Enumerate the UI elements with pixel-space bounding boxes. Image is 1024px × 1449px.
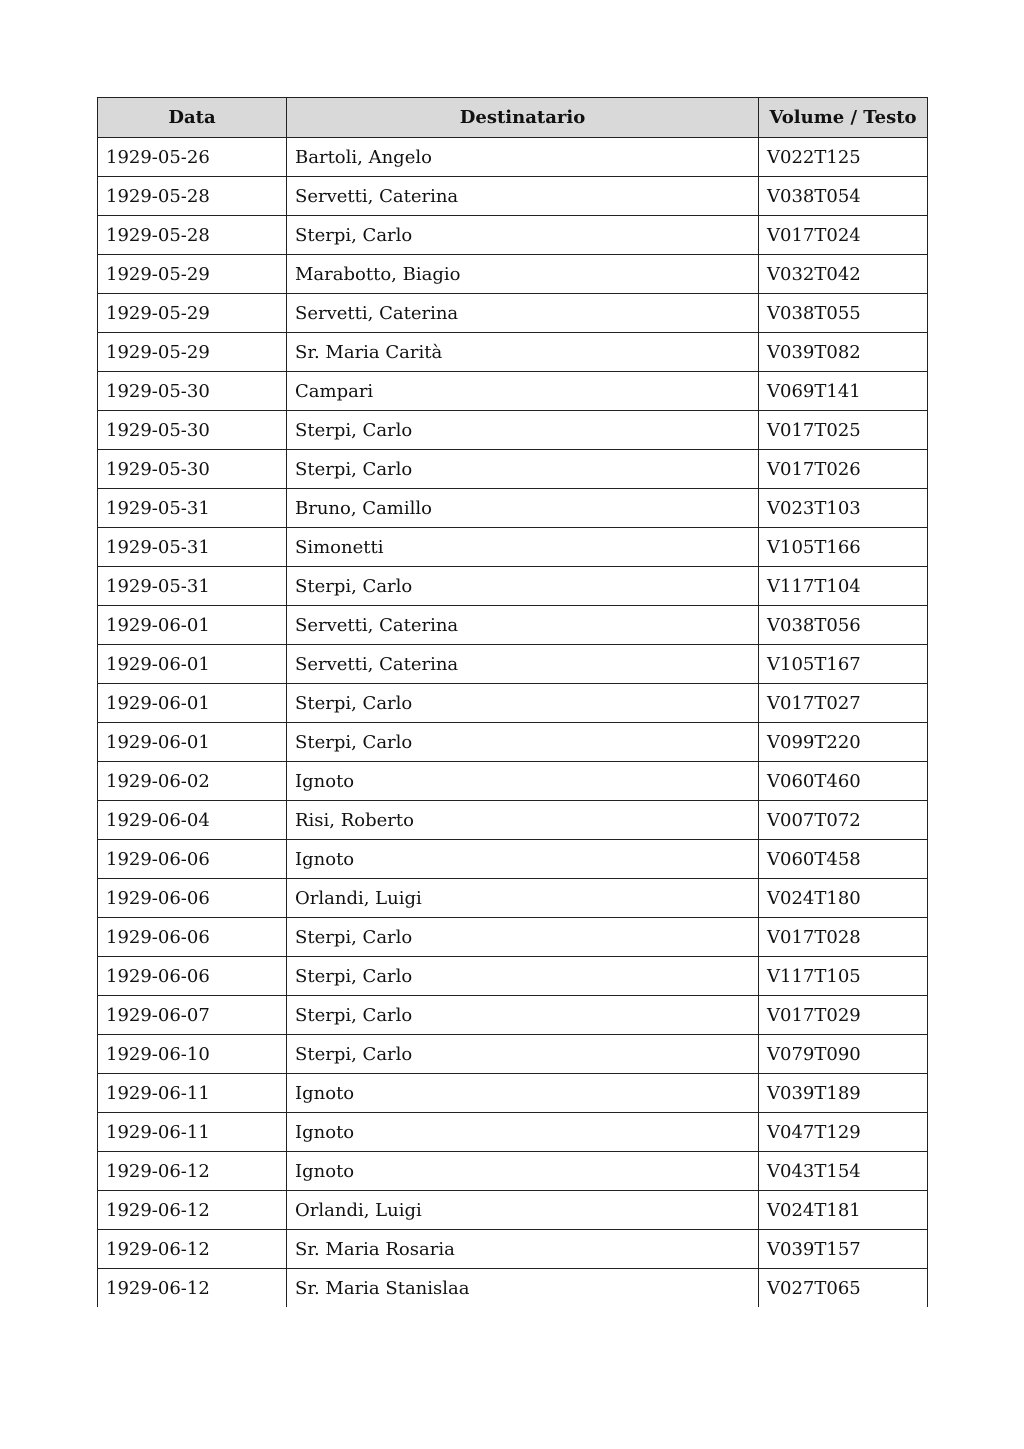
volume-cell: V105T166 — [759, 528, 928, 567]
recipient-cell: Ignoto — [287, 840, 759, 879]
table-row — [98, 801, 928, 840]
table-row — [98, 1035, 928, 1074]
volume-cell: V038T055 — [759, 294, 928, 333]
date-cell: 1929-06-12 — [98, 1191, 287, 1230]
recipient-cell: Sterpi, Carlo — [287, 957, 759, 996]
date-cell: 1929-06-10 — [98, 1035, 287, 1074]
volume-cell: V038T056 — [759, 606, 928, 645]
date-cell: 1929-05-31 — [98, 567, 287, 606]
date-cell: 1929-06-12 — [98, 1152, 287, 1191]
date-cell: 1929-06-11 — [98, 1113, 287, 1152]
recipient-cell: Sterpi, Carlo — [287, 216, 759, 255]
table-row — [98, 996, 928, 1035]
volume-cell: V043T154 — [759, 1152, 928, 1191]
table-row — [98, 1191, 928, 1230]
table-row — [98, 684, 928, 723]
volume-cell: V069T141 — [759, 372, 928, 411]
volume-cell: V023T103 — [759, 489, 928, 528]
date-cell: 1929-06-06 — [98, 840, 287, 879]
recipient-cell: Ignoto — [287, 762, 759, 801]
recipient-cell: Sr. Maria Carità — [287, 333, 759, 372]
table-row — [98, 138, 928, 177]
date-cell: 1929-05-31 — [98, 489, 287, 528]
recipient-cell: Ignoto — [287, 1074, 759, 1113]
table-row — [98, 1269, 928, 1308]
recipient-cell: Servetti, Caterina — [287, 645, 759, 684]
volume-cell: V032T042 — [759, 255, 928, 294]
date-cell: 1929-06-01 — [98, 684, 287, 723]
volume-cell: V060T458 — [759, 840, 928, 879]
recipient-cell: Risi, Roberto — [287, 801, 759, 840]
recipient-cell: Sterpi, Carlo — [287, 918, 759, 957]
date-cell: 1929-06-06 — [98, 957, 287, 996]
recipient-cell: Bartoli, Angelo — [287, 138, 759, 177]
recipient-cell: Ignoto — [287, 1113, 759, 1152]
table-header — [98, 98, 928, 138]
column-header-data: Data — [98, 98, 287, 138]
recipient-cell: Servetti, Caterina — [287, 177, 759, 216]
volume-cell: V105T167 — [759, 645, 928, 684]
volume-cell: V039T157 — [759, 1230, 928, 1269]
date-cell: 1929-05-29 — [98, 255, 287, 294]
date-cell: 1929-06-07 — [98, 996, 287, 1035]
date-cell: 1929-05-29 — [98, 294, 287, 333]
table-row — [98, 723, 928, 762]
recipient-cell: Sterpi, Carlo — [287, 1035, 759, 1074]
volume-cell: V117T105 — [759, 957, 928, 996]
volume-cell: V017T026 — [759, 450, 928, 489]
date-cell: 1929-05-30 — [98, 411, 287, 450]
volume-cell: V017T029 — [759, 996, 928, 1035]
recipient-cell: Campari — [287, 372, 759, 411]
table-row — [98, 333, 928, 372]
volume-cell: V017T027 — [759, 684, 928, 723]
date-cell: 1929-06-01 — [98, 723, 287, 762]
recipient-cell: Sterpi, Carlo — [287, 996, 759, 1035]
table-row — [98, 1152, 928, 1191]
date-cell: 1929-06-01 — [98, 645, 287, 684]
column-header-destinatario: Destinatario — [287, 98, 759, 138]
volume-cell: V047T129 — [759, 1113, 928, 1152]
recipient-cell: Sterpi, Carlo — [287, 450, 759, 489]
table-row — [98, 957, 928, 996]
volume-cell: V039T082 — [759, 333, 928, 372]
recipient-cell: Simonetti — [287, 528, 759, 567]
recipient-cell: Sterpi, Carlo — [287, 567, 759, 606]
table-row — [98, 879, 928, 918]
date-cell: 1929-06-11 — [98, 1074, 287, 1113]
table-row — [98, 411, 928, 450]
table-row — [98, 1074, 928, 1113]
volume-cell: V038T054 — [759, 177, 928, 216]
column-header-volume-testo: Volume / Testo — [759, 98, 928, 138]
date-cell: 1929-06-12 — [98, 1230, 287, 1269]
table-row — [98, 372, 928, 411]
table-body — [98, 138, 928, 1308]
table-row — [98, 489, 928, 528]
date-cell: 1929-05-30 — [98, 450, 287, 489]
date-cell: 1929-05-29 — [98, 333, 287, 372]
table-row — [98, 294, 928, 333]
table-row — [98, 255, 928, 294]
recipient-cell: Sr. Maria Stanislaa — [287, 1269, 759, 1308]
table-row — [98, 1230, 928, 1269]
volume-cell: V079T090 — [759, 1035, 928, 1074]
recipient-cell: Sterpi, Carlo — [287, 684, 759, 723]
header-row — [98, 98, 928, 138]
date-cell: 1929-06-06 — [98, 879, 287, 918]
volume-cell: V024T181 — [759, 1191, 928, 1230]
recipient-cell: Bruno, Camillo — [287, 489, 759, 528]
recipient-cell: Sterpi, Carlo — [287, 723, 759, 762]
date-cell: 1929-05-30 — [98, 372, 287, 411]
recipient-cell: Ignoto — [287, 1152, 759, 1191]
volume-cell: V099T220 — [759, 723, 928, 762]
volume-cell: V024T180 — [759, 879, 928, 918]
date-cell: 1929-05-28 — [98, 216, 287, 255]
table-row — [98, 450, 928, 489]
volume-cell: V039T189 — [759, 1074, 928, 1113]
recipient-cell: Orlandi, Luigi — [287, 1191, 759, 1230]
table-row — [98, 528, 928, 567]
table-row — [98, 840, 928, 879]
date-cell: 1929-06-02 — [98, 762, 287, 801]
date-cell: 1929-05-28 — [98, 177, 287, 216]
table-row — [98, 216, 928, 255]
volume-cell: V117T104 — [759, 567, 928, 606]
volume-cell: V027T065 — [759, 1269, 928, 1308]
recipient-cell: Servetti, Caterina — [287, 606, 759, 645]
date-cell: 1929-06-12 — [98, 1269, 287, 1308]
date-cell: 1929-05-31 — [98, 528, 287, 567]
recipient-cell: Sr. Maria Rosaria — [287, 1230, 759, 1269]
date-cell: 1929-05-26 — [98, 138, 287, 177]
table-row — [98, 918, 928, 957]
table-row — [98, 645, 928, 684]
volume-cell: V022T125 — [759, 138, 928, 177]
volume-cell: V060T460 — [759, 762, 928, 801]
volume-cell: V017T028 — [759, 918, 928, 957]
table-row — [98, 177, 928, 216]
letters-table — [97, 97, 928, 1307]
table-row — [98, 1113, 928, 1152]
recipient-cell: Marabotto, Biagio — [287, 255, 759, 294]
volume-cell: V017T024 — [759, 216, 928, 255]
date-cell: 1929-06-01 — [98, 606, 287, 645]
recipient-cell: Sterpi, Carlo — [287, 411, 759, 450]
recipient-cell: Orlandi, Luigi — [287, 879, 759, 918]
volume-cell: V017T025 — [759, 411, 928, 450]
date-cell: 1929-06-06 — [98, 918, 287, 957]
table-row — [98, 567, 928, 606]
table-row — [98, 606, 928, 645]
table-row — [98, 762, 928, 801]
recipient-cell: Servetti, Caterina — [287, 294, 759, 333]
date-cell: 1929-06-04 — [98, 801, 287, 840]
volume-cell: V007T072 — [759, 801, 928, 840]
